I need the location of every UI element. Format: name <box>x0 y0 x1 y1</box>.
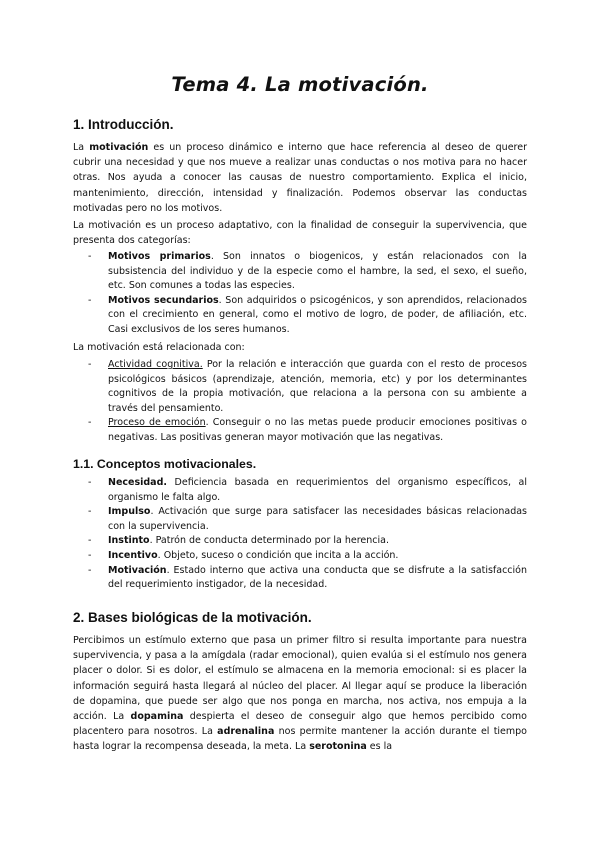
section-heading-bases-biologicas: 2. Bases biológicas de la motivación. <box>73 610 312 625</box>
list-text: . Conseguir o no las metas puede producir emociones positivas o negativas. Las positivas generan mayor motivación que las negativas. <box>108 417 527 443</box>
bold-term: adrenalina <box>217 726 275 738</box>
text-run: nos permite mantener la acción durante el tiempo hasta lograr la recompensa deseada, la meta. La <box>73 726 527 753</box>
text-run: es la <box>366 741 393 753</box>
related-list <box>88 358 527 446</box>
list-term: Proceso de emoción <box>108 417 206 429</box>
bold-term: serotonina <box>309 741 367 753</box>
list-term: Instinto <box>108 535 150 547</box>
section-heading-introduccion: 1. Introducción. <box>73 117 174 132</box>
list-text: . Son adquiridos o psicogénicos, y son aprendidos, relacionados con el crecimiento en general, como el motivo de logro, de poder, de afiliación, etc. Casi exclusivos de los seres humanos. <box>108 294 527 335</box>
intro-paragraph <box>73 140 527 216</box>
motive-categories-list <box>88 250 527 338</box>
list-text: . Activación que surge para satisfacer las necesidades básicas relacionadas con la supervivencia. <box>108 506 527 532</box>
list-term: Incentivo <box>108 549 158 561</box>
list-marker: - <box>88 549 92 561</box>
list-item <box>88 549 527 564</box>
list-item <box>88 294 527 338</box>
list-marker: - <box>88 477 92 488</box>
list-text: . Objeto, suceso o condición que incita a la acción. <box>157 549 399 561</box>
bold-term: motivación <box>89 142 149 153</box>
page-title: Tema 4. La motivación. <box>171 73 429 96</box>
list-marker: - <box>88 506 92 518</box>
list-item <box>88 250 527 294</box>
list-item <box>88 534 527 549</box>
list-item <box>88 358 527 416</box>
biological-paragraph <box>73 633 527 755</box>
list-item <box>88 505 527 534</box>
list-text: . Patrón de conducta determinado por la herencia. <box>149 535 389 547</box>
list-marker: - <box>88 417 92 429</box>
list-marker: - <box>88 251 92 262</box>
list-text: Deficiencia basada en requerimientos del organismo específicos, al organismo le falta algo. <box>108 477 527 503</box>
list-text: . Estado interno que activa una conducta que se disfrute a la satisfacción del requerimiento instigador, de la necesidad. <box>108 564 527 591</box>
list-term: Motivos primarios <box>108 251 211 262</box>
adaptive-paragraph: La motivación es un proceso adaptativo, con la finalidad de conseguir la supervivencia, que presenta dos categorías: <box>73 220 527 247</box>
list-term: Impulso <box>108 506 151 518</box>
list-text: Por la relación e interacción que guarda con el resto de procesos psicológicos básicos (aprendizaje, atención, memoria, etc) y por los determinantes cognitivos de la propia motivación, que relaciona a la persona con su ambiente a través del pensamiento. <box>108 359 527 414</box>
list-term: Motivos secundarios <box>108 294 219 306</box>
text-run: es un proceso dinámico e interno que hace referencia al deseo de querer cubrir una necesidad y que nos mueve a realizar unas conductas o nos motiva para no hacer otras. Nos ayuda a conocer las causas de nuestro comportamiento. Explica el inicio, mantenimiento, dirección, intensidad y finalización. Podemos observar las conductas motivadas pero no los motivos. <box>73 142 527 214</box>
list-text: . Son innatos o biogenicos, y están relacionados con la subsistencia del individuo y de la especie como el hambre, la sed, el sexo, el sueño, etc. Son comunes a todas las especies. <box>108 251 528 292</box>
text-run: Percibimos un estímulo externo que pasa un primer filtro si resulta importante para nuestra supervivencia, y pasa a la amígdala (radar emocional), quien evalúa si el estímulo nos genera placer o dolor. Si es dolor, el estímulo se almacena en la memoria emocional: si es placer la información seguirá hasta llegará al núcleo del placer. Al llegar aquí se produce la liberación de dopamina, que puede ser algo que nos ponga en marcha, nos activa, nos empuja a la acción. La <box>73 635 527 723</box>
list-item <box>88 564 527 593</box>
text-run: despierta el deseo de conseguir algo que hemos percibido como placentero para nosotros. La <box>73 711 527 738</box>
list-marker: - <box>88 564 92 576</box>
list-term: Actividad cognitiva. <box>108 359 203 370</box>
list-item <box>88 416 527 445</box>
section-heading-conceptos: 1.1. Conceptos motivacionales. <box>73 457 257 471</box>
bold-term: dopamina <box>130 711 184 723</box>
text-run: La <box>73 142 90 153</box>
list-item <box>88 476 527 505</box>
list-term: Motivación <box>108 564 167 576</box>
list-marker: - <box>88 359 92 370</box>
list-marker: - <box>88 294 92 306</box>
related-paragraph: La motivación está relacionada con: <box>73 342 245 353</box>
list-term: Necesidad. <box>108 477 167 488</box>
concepts-list <box>88 476 527 593</box>
list-marker: - <box>88 535 92 547</box>
